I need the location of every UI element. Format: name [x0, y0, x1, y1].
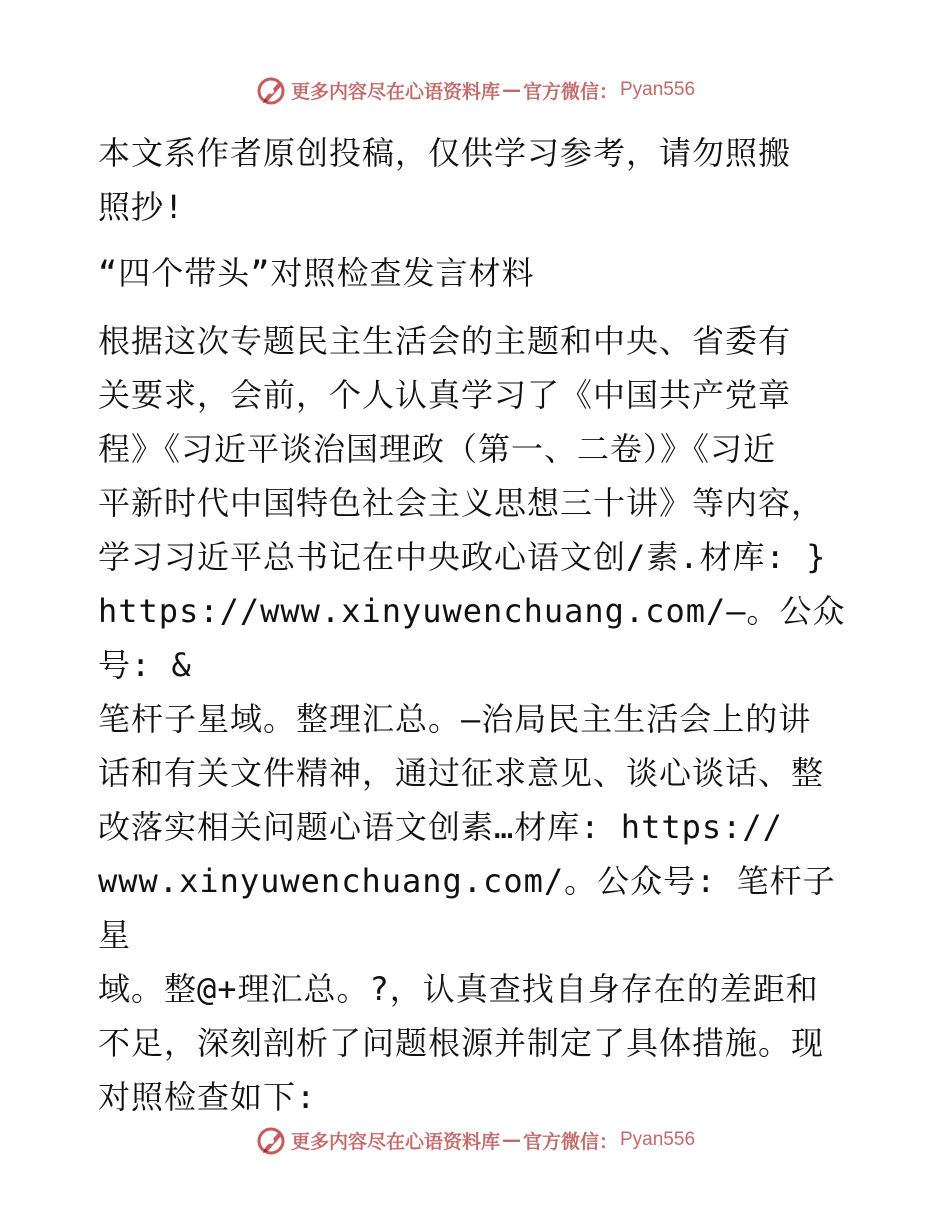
- body-paragraph: 根据这次专题民主生活会的主题和中央、省委有 关要求，会前，个人认真学习了《中国共产党章 程》《习近平谈治国理政（第一、二卷）》《习近 平新时代中国特色社会主义思想三十讲》等内容， 学习习近平总书记在中央政心语文创/素.材库: } https://www.xinyuwenchuang.com/—。公众号: & 笔杆子星域。整理汇总。—治局民主生活会上的讲 话和有关文件精神，通过征求意见、谈心谈话、整 改落实相关问题心语文创素…材库: https:// www.xinyuwenchuang.com/。公众号: 笔杆子星 域。整@+理汇总。?，认真查找自身存在的差距和 不足，深刻剖析了问题根源并制定了具体措施。现 对照检查如下:: [98, 322, 846, 1116]
- banner-wechat-id: Pyan556: [620, 1129, 696, 1150]
- banner-separator: —: [501, 79, 521, 101]
- banner-wechat-id: Pyan556: [620, 79, 696, 100]
- footer-watermark-banner: [0, 1120, 950, 1160]
- banner-site-text: 更多内容尽在心语资料库: [290, 1130, 500, 1153]
- pen-logo-icon: [255, 74, 287, 106]
- banner-separator: —: [501, 1129, 521, 1151]
- banner-wechat-label: 官方微信：: [522, 1130, 618, 1153]
- copyright-notice: 本文系作者原创投稿，仅供学习参考，请勿照搬 照抄!: [98, 134, 792, 226]
- document-body: [98, 126, 858, 1124]
- banner-wechat-label: 官方微信：: [522, 80, 618, 103]
- pen-logo-icon: [255, 1124, 287, 1156]
- document-title: “四个带头”对照检查发言材料: [98, 254, 535, 292]
- header-watermark-banner: [0, 70, 950, 110]
- banner-site-text: 更多内容尽在心语资料库: [290, 80, 500, 103]
